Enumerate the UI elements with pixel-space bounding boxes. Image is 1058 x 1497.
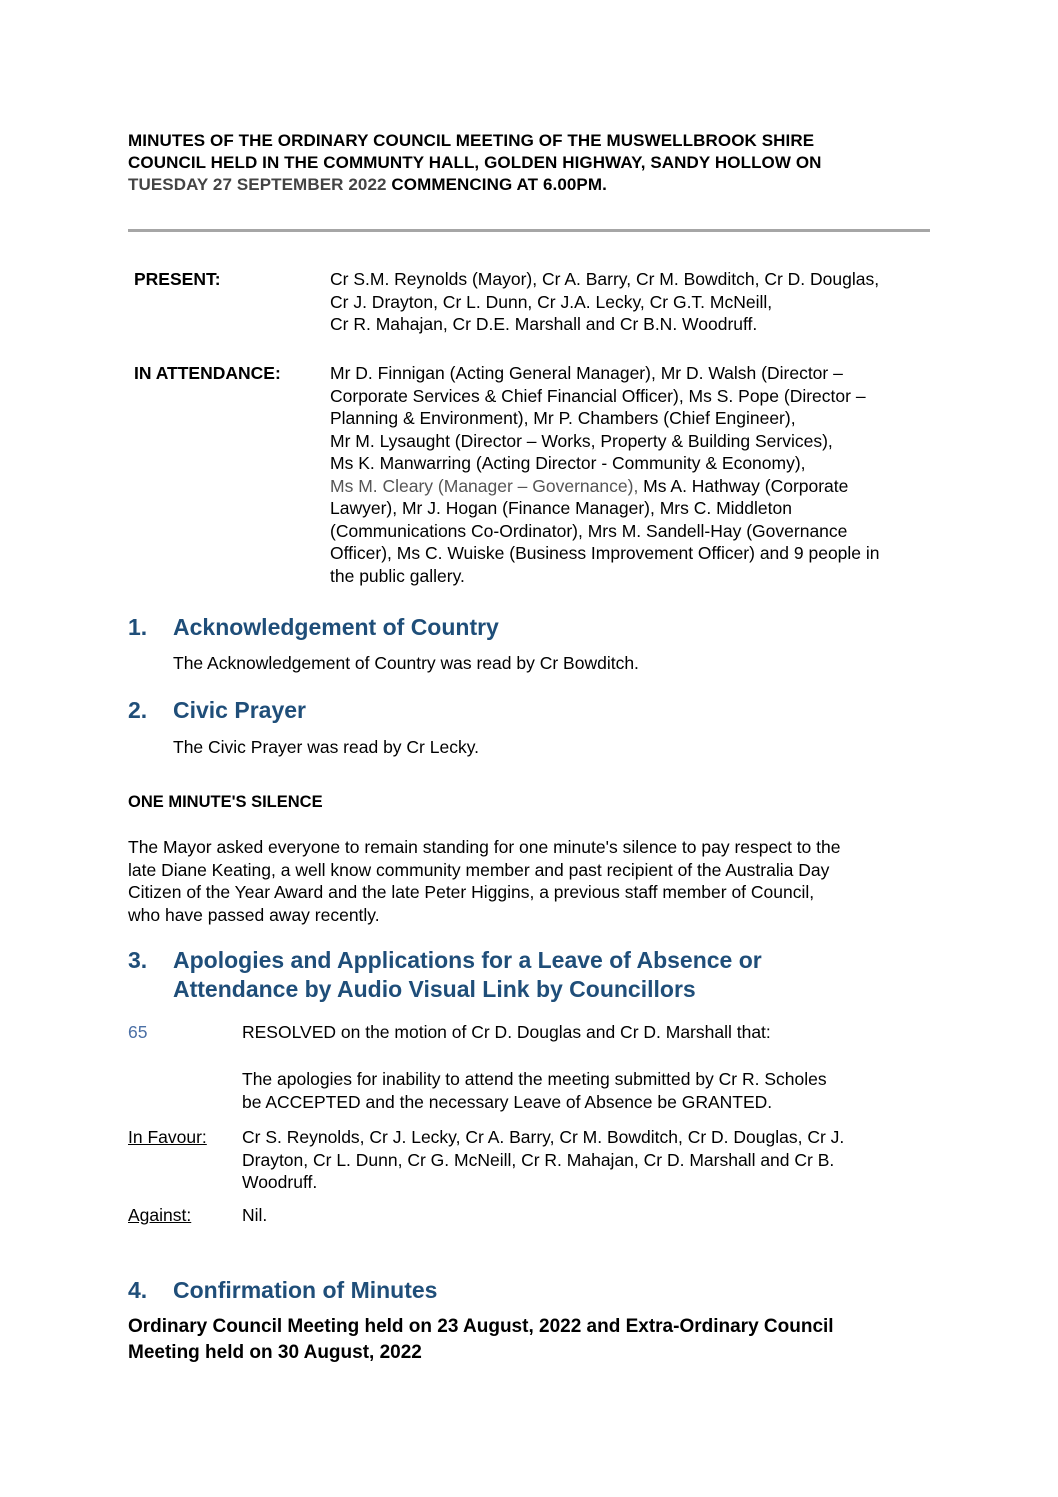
against-label: Against: (128, 1205, 192, 1225)
minutes-title (128, 130, 948, 196)
attendance-line: Corporate Services & Chief Financial Officer), Ms S. Pope (Director – (330, 385, 866, 406)
resolution-line: The apologies for inability to attend the meeting submitted by Cr R. Scholes (242, 1069, 827, 1089)
present-label: PRESENT: (134, 269, 221, 289)
section-1-heading (128, 613, 928, 643)
attendance-line: (Communications Co-Ordinator), Mrs M. Sandell-Hay (Governance (330, 520, 848, 541)
silence-line: Citizen of the Year Award and the late Peter Higgins, a previous staff member of Council, (128, 882, 815, 902)
section-4-heading (128, 1276, 928, 1306)
attendance-line: Ms K. Manwarring (Acting Director - Community & Economy), (330, 453, 806, 473)
minutes-confirmation-subheading (128, 1314, 948, 1366)
section-1-text: The Acknowledgement of Country was read by Cr Bowditch. (173, 653, 639, 673)
meeting-date: TUESDAY 27 SEPTEMBER 2022 (128, 175, 387, 194)
present-line: Cr R. Mahajan, Cr D.E. Marshall and Cr B.N. Woodruff. (330, 314, 758, 334)
title-line-3 (128, 174, 948, 196)
section-2-text: The Civic Prayer was read by Cr Lecky. (173, 737, 480, 757)
section-title-line: Attendance by Audio Visual Link by Councillors (173, 976, 696, 1002)
in-favour-line: Drayton, Cr L. Dunn, Cr G. McNeill, Cr R. Mahajan, Cr D. Marshall and Cr B. (242, 1149, 835, 1170)
attendance-line (330, 475, 970, 498)
section-2-heading (128, 696, 928, 726)
title-line-2: COUNCIL HELD IN THE COMMUNTY HALL, GOLDEN HIGHWAY, SANDY HOLLOW ON (128, 153, 822, 172)
silence-heading: ONE MINUTE'S SILENCE (128, 793, 323, 811)
resolution-text (242, 1068, 922, 1113)
section-number: 1. (128, 614, 148, 640)
silence-paragraph (128, 836, 938, 926)
attendance-line: Mr M. Lysaught (Director – Works, Property & Building Services), (330, 430, 833, 451)
meeting-time: COMMENCING AT 6.00PM. (386, 175, 607, 194)
in-favour-label: In Favour: (128, 1127, 207, 1147)
section-title: Civic Prayer (173, 697, 306, 723)
attendance-line: Lawyer), Mr J. Hogan (Finance Manager), Mrs C. Middleton (330, 498, 792, 518)
present-list (330, 268, 960, 336)
attendance-label: IN ATTENDANCE: (134, 363, 281, 383)
attendance-line: Officer), Ms C. Wuiske (Business Improvement Officer) and 9 people in (330, 543, 880, 563)
section-3-heading (128, 946, 928, 1006)
section-title (173, 946, 873, 1004)
resolved-statement: RESOLVED on the motion of Cr D. Douglas and Cr D. Marshall that: (242, 1022, 771, 1042)
resolution-line: be ACCEPTED and the necessary Leave of Absence be GRANTED. (242, 1091, 773, 1112)
silence-line: late Diane Keating, a well know community member and past recipient of the Australia Day (128, 859, 830, 880)
silence-line: who have passed away recently. (128, 904, 380, 925)
present-line: Cr S.M. Reynolds (Mayor), Cr A. Barry, Cr M. Bowditch, Cr D. Douglas, (330, 269, 880, 289)
subheading-line: Meeting held on 30 August, 2022 (128, 1342, 422, 1363)
attendance-line: Mr D. Finnigan (Acting General Manager), Mr D. Walsh (Director – (330, 363, 843, 383)
subheading-line: Ordinary Council Meeting held on 23 August, 2022 and Extra-Ordinary Council (128, 1316, 834, 1337)
section-number: 3. (128, 947, 148, 973)
in-favour-line: Cr S. Reynolds, Cr J. Lecky, Cr A. Barry, Cr M. Bowditch, Cr D. Douglas, Cr J. (242, 1127, 845, 1147)
title-line-1: MINUTES OF THE ORDINARY COUNCIL MEETING OF THE MUSWELLBROOK SHIRE (128, 131, 815, 150)
minute-number: 65 (128, 1022, 148, 1042)
attendance-line: Planning & Environment), Mr P. Chambers (Chief Engineer), (330, 408, 796, 428)
attendance-line: the public gallery. (330, 565, 465, 586)
in-favour-line: Woodruff. (242, 1172, 318, 1192)
section-title-line: Apologies and Applications for a Leave of Absence or (173, 947, 762, 973)
title-divider (128, 229, 930, 232)
attendance-line-rest: Ms A. Hathway (Corporate (638, 475, 849, 496)
in-favour-list (242, 1126, 942, 1194)
section-title: Confirmation of Minutes (173, 1277, 438, 1303)
silence-line: The Mayor asked everyone to remain standing for one minute's silence to pay respect to the (128, 837, 841, 857)
section-number: 2. (128, 697, 148, 723)
section-title: Acknowledgement of Country (173, 614, 499, 640)
attendance-grey-text: Ms M. Cleary (Manager – Governance), (330, 475, 639, 496)
section-number: 4. (128, 1277, 148, 1303)
attendance-list (330, 362, 970, 587)
present-line: Cr J. Drayton, Cr L. Dunn, Cr J.A. Lecky, Cr G.T. McNeill, (330, 291, 773, 312)
against-value: Nil. (242, 1205, 268, 1225)
